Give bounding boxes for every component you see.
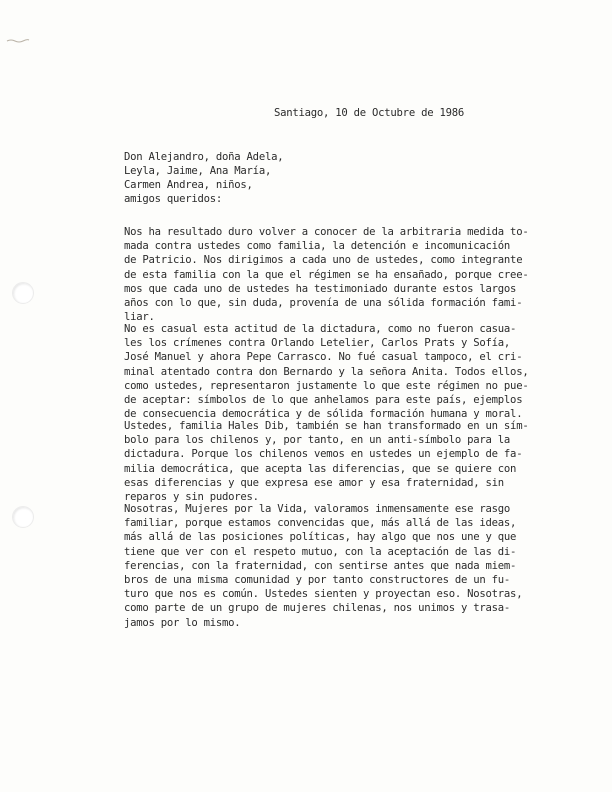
letter-salutation: Don Alejandro, doña Adela, Leyla, Jaime, Ana María, Carmen Andrea, niños, amigos queridos:: [124, 151, 284, 205]
paragraph-4: Nosotras, Mujeres por la Vida, valoramos inmensamente ese rasgo familiar, porque estamos convencidas que, más allá de las ideas, más allá de las posiciones políticas, hay algo que nos une y que tiene que ver con el respeto mutuo, con la aceptación de las di- ferencias, con la fraternidad, con sentirse antes que nada miem- bros de una misma comunidad y por tanto constructores de un fu- turo que nos es común. Ustedes sienten y proyectan eso. Nosotras, como parte de un grupo de mujeres chilenas, nos unimos y trasa- jamos por lo mismo.: [124, 503, 523, 629]
handwritten-mark: [6, 38, 30, 44]
punch-hole-bottom: [12, 506, 34, 528]
paragraph-2: No es casual esta actitud de la dictadura, como no fueron casua- les los crímenes contra Orlando Letelier, Carlos Prats y Sofía, José Manuel y ahora Pepe Carrasco. No fué casual tampoco, el cri- minal atentado contra don Bernardo y la señora Anita. Todos ellos, como ustedes, representaron justamente lo que este régimen no pue- de aceptar: símbolos de lo que anhelamos para este país, ejemplos de consecuencia democrática y de sólida formación humana y moral.: [124, 323, 529, 421]
letter-date: Santiago, 10 de Octubre de 1986: [274, 107, 464, 119]
paragraph-1: Nos ha resultado duro volver a conocer de la arbitraria medida to- mada contra ustedes como familia, la detención e incomunicación de Patricio. Nos dirigimos a cada uno de ustedes, como integrante de esta familia con la que el régimen se ha ensañado, porque cree- mos que cada uno de ustedes ha testimoniado durante estos largos años con lo que, sin duda, provenía de una sólida formación fami- liar.: [124, 226, 529, 324]
punch-hole-top: [12, 282, 34, 304]
paragraph-3: Ustedes, familia Hales Dib, también se han transformado en un sím- bolo para los chilenos y, por tanto, en un anti-símbolo para la dictadura. Porque los chilenos vemos en ustedes un ejemplo de fa- milia democrática, que acepta las diferencias, que se quiere con esas diferencias y que expresa ese amor y esa fraternidad, sin reparos y sin pudores.: [124, 420, 529, 504]
